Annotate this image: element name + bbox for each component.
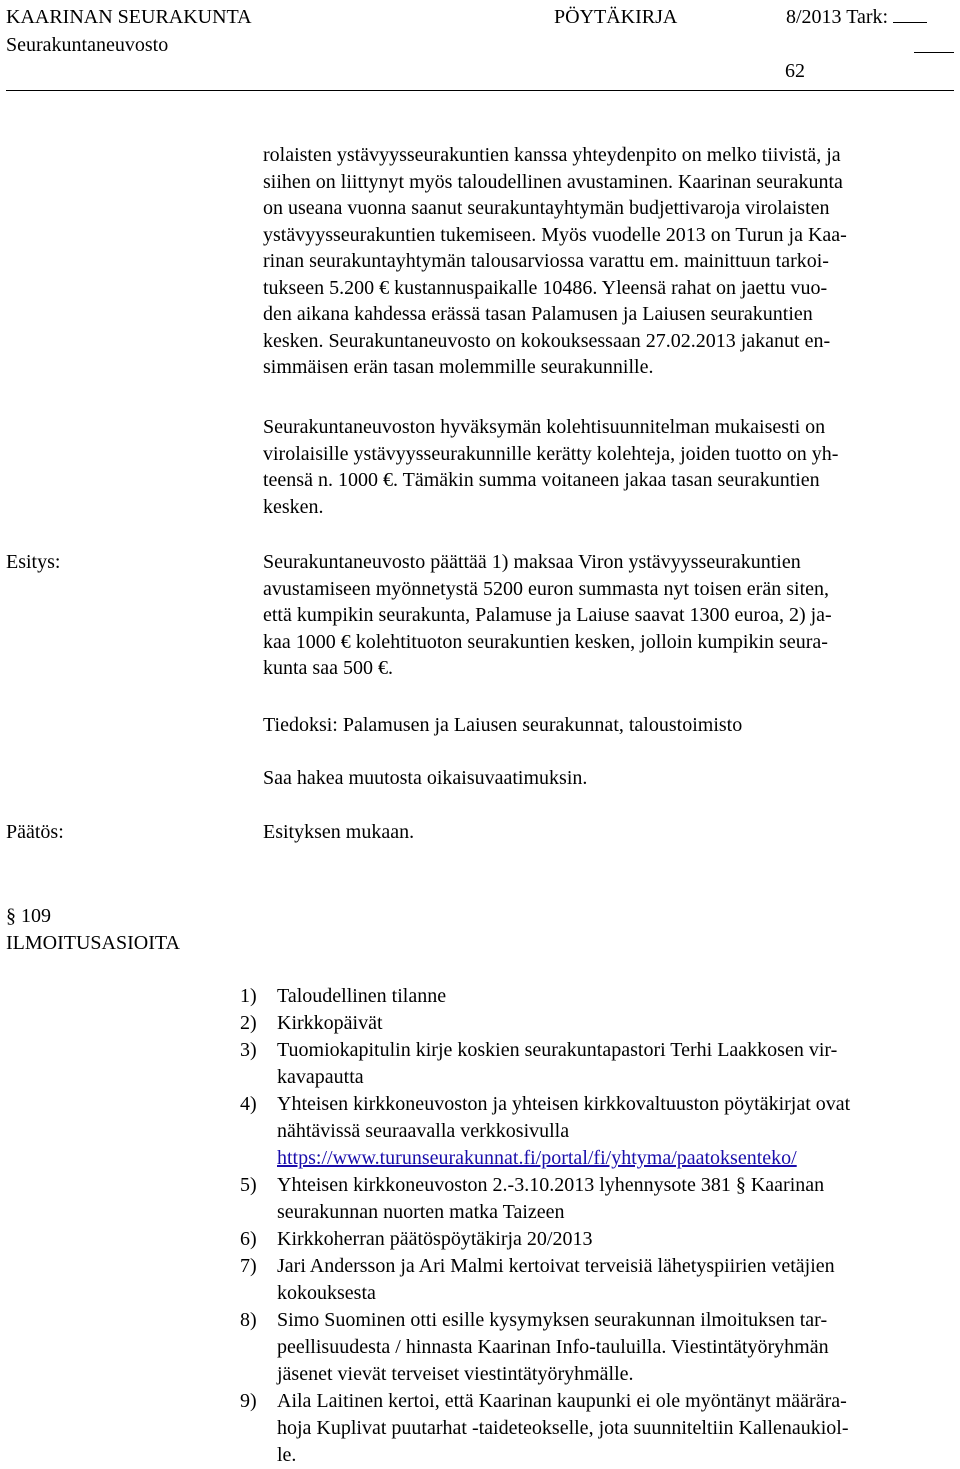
intro-paragraph-line: simmäisen erän tasan molemmille seurakunnille. bbox=[263, 356, 654, 378]
intro-paragraph-line: kesken. Seurakuntaneuvosto on kokouksessaan 27.02.2013 jakanut en- bbox=[263, 329, 831, 352]
announcement-number: 3) bbox=[240, 1039, 257, 1061]
announcement-item bbox=[240, 1253, 954, 1307]
announcement-link[interactable]: https://www.turunseurakunnat.fi/portal/fi/yhtyma/paatoksenteko/ bbox=[277, 1147, 797, 1169]
announcement-list bbox=[240, 983, 954, 1469]
announcement-item bbox=[240, 1388, 954, 1469]
collection-paragraph-line: teensä n. 1000 €. Tämäkin summa voitaneen jakaa tasan seurakuntien bbox=[263, 469, 820, 491]
announcement-text: kokouksesta bbox=[277, 1282, 376, 1304]
decision-text: Esityksen mukaan. bbox=[263, 821, 415, 843]
announcement-text: Yhteisen kirkkoneuvoston 2.-3.10.2013 lyhennysote 381 § Kaarinan bbox=[277, 1174, 825, 1196]
announcement-number: 6) bbox=[240, 1228, 257, 1250]
announcement-text: kavapautta bbox=[277, 1066, 364, 1088]
header-blank-line-2 bbox=[914, 34, 954, 53]
announcement-item bbox=[240, 1091, 954, 1172]
collection-paragraph bbox=[263, 414, 953, 520]
header-doc-number bbox=[786, 4, 927, 30]
announcement-text: nähtävissä seuraavalla verkkosivulla bbox=[277, 1120, 570, 1142]
announcement-text: seurakunnan nuorten matka Taizeen bbox=[277, 1201, 565, 1223]
announcement-number: 8) bbox=[240, 1309, 257, 1331]
section-title: ILMOITUSASIOITA bbox=[6, 932, 180, 954]
announcement-item bbox=[240, 983, 954, 1010]
announcement-text: Simo Suominen otti esille kysymyksen seurakunnan ilmoituksen tar- bbox=[277, 1309, 828, 1331]
announcement-number: 9) bbox=[240, 1390, 257, 1412]
proposal-label: Esitys: bbox=[6, 551, 61, 573]
announcement-text: Tuomiokapitulin kirje koskien seurakuntapastori Terhi Laakkosen vir- bbox=[277, 1039, 838, 1061]
section-number: § 109 bbox=[6, 905, 51, 927]
announcement-item bbox=[240, 1172, 954, 1226]
header-org: KAARINAN SEURAKUNTA bbox=[6, 6, 252, 28]
announcement-item bbox=[240, 1307, 954, 1388]
appeal-line: Saa hakea muutosta oikaisuvaatimuksin. bbox=[263, 767, 588, 789]
announcement-text: Jari Andersson ja Ari Malmi kertoivat terveisiä lähetyspiirien vetäjien bbox=[277, 1255, 835, 1277]
decision-label: Päätös: bbox=[6, 821, 64, 843]
proposal-paragraph-line: Seurakuntaneuvosto päättää 1) maksaa Viron ystävyysseurakuntien bbox=[263, 551, 801, 573]
announcement-number: 1) bbox=[240, 985, 257, 1007]
announcement-text: Kirkkopäivät bbox=[277, 1012, 383, 1034]
announcement-number: 7) bbox=[240, 1255, 257, 1277]
intro-paragraph-line: tukseen 5.200 € kustannuspaikalle 10486. Yleensä rahat on jaettu vuo- bbox=[263, 276, 828, 299]
header-doc-number-text: 8/2013 Tark: bbox=[786, 6, 889, 28]
header-body: Seurakuntaneuvosto bbox=[6, 34, 169, 56]
intro-paragraph-line: on useana vuonna saanut seurakuntayhtymän budjettivaroja virolaisten bbox=[263, 197, 830, 219]
announcement-item bbox=[240, 1010, 954, 1037]
announcement-item bbox=[240, 1037, 954, 1091]
announcement-number: 5) bbox=[240, 1174, 257, 1196]
collection-paragraph-line: kesken. bbox=[263, 495, 324, 518]
announcement-number: 2) bbox=[240, 1012, 257, 1034]
notice-line: Tiedoksi: Palamusen ja Laiusen seurakunnat, taloustoimisto bbox=[263, 714, 743, 736]
header-divider bbox=[6, 90, 954, 91]
proposal-paragraph-line: että kumpikin seurakunta, Palamuse ja Laiuse saavat 1300 euroa, 2) ja- bbox=[263, 604, 832, 626]
proposal-paragraph-line: kaa 1000 € kolehtituoton seurakuntien kesken, jolloin kumpikin seura- bbox=[263, 630, 828, 653]
intro-paragraph-line: den aikana kahdessa erässä tasan Palamusen ja Laiusen seurakuntien bbox=[263, 303, 813, 325]
header-page-number: 62 bbox=[785, 60, 805, 82]
header-blank-line bbox=[893, 6, 927, 23]
announcement-text: peellisuudesta / hinnasta Kaarinan Info-tauluilla. Viestintätyöryhmän bbox=[277, 1336, 829, 1358]
intro-paragraph-line: ystävyysseurakuntien tukemiseen. Myös vuodelle 2013 on Turun ja Kaa- bbox=[263, 223, 847, 246]
announcement-text: Taloudellinen tilanne bbox=[277, 985, 447, 1007]
announcement-text: le. bbox=[277, 1444, 297, 1466]
collection-paragraph-line: virolaisille ystävyysseurakunnille kerätty kolehteja, joiden tuotto on yh- bbox=[263, 442, 839, 465]
intro-paragraph bbox=[263, 142, 953, 381]
intro-paragraph-line: rolaisten ystävyysseurakuntien kanssa yhteydenpito on melko tiivistä, ja bbox=[263, 144, 841, 166]
announcement-text: hoja Kuplivat puutarhat -taideteokselle, jota suunniteltiin Kallenaukiol- bbox=[277, 1417, 849, 1439]
collection-paragraph-line: Seurakuntaneuvoston hyväksymän kolehtisuunnitelman mukaisesti on bbox=[263, 416, 826, 438]
announcement-number: 4) bbox=[240, 1093, 257, 1115]
proposal-paragraph bbox=[263, 549, 953, 682]
announcement-item bbox=[240, 1226, 954, 1253]
intro-paragraph-line: rinan seurakuntayhtymän talousarviossa varattu em. mainittuun tarkoi- bbox=[263, 250, 829, 272]
announcement-text: Aila Laitinen kertoi, että Kaarinan kaupunki ei ole myöntänyt määrära- bbox=[277, 1390, 847, 1412]
proposal-paragraph-line: avustamiseen myönnetystä 5200 euron summasta nyt toisen erän siten, bbox=[263, 577, 829, 600]
announcement-text: Kirkkoherran päätöspöytäkirja 20/2013 bbox=[277, 1228, 593, 1250]
intro-paragraph-line: siihen on liittynyt myös taloudellinen avustaminen. Kaarinan seurakunta bbox=[263, 170, 843, 193]
proposal-paragraph-line: kunta saa 500 €. bbox=[263, 657, 393, 679]
header-doc-type: PÖYTÄKIRJA bbox=[554, 6, 678, 28]
announcement-text: jäsenet vievät terveiset viestintätyöryhmälle. bbox=[277, 1363, 634, 1385]
announcement-text: Yhteisen kirkkoneuvoston ja yhteisen kirkkovaltuuston pöytäkirjat ovat bbox=[277, 1093, 851, 1115]
